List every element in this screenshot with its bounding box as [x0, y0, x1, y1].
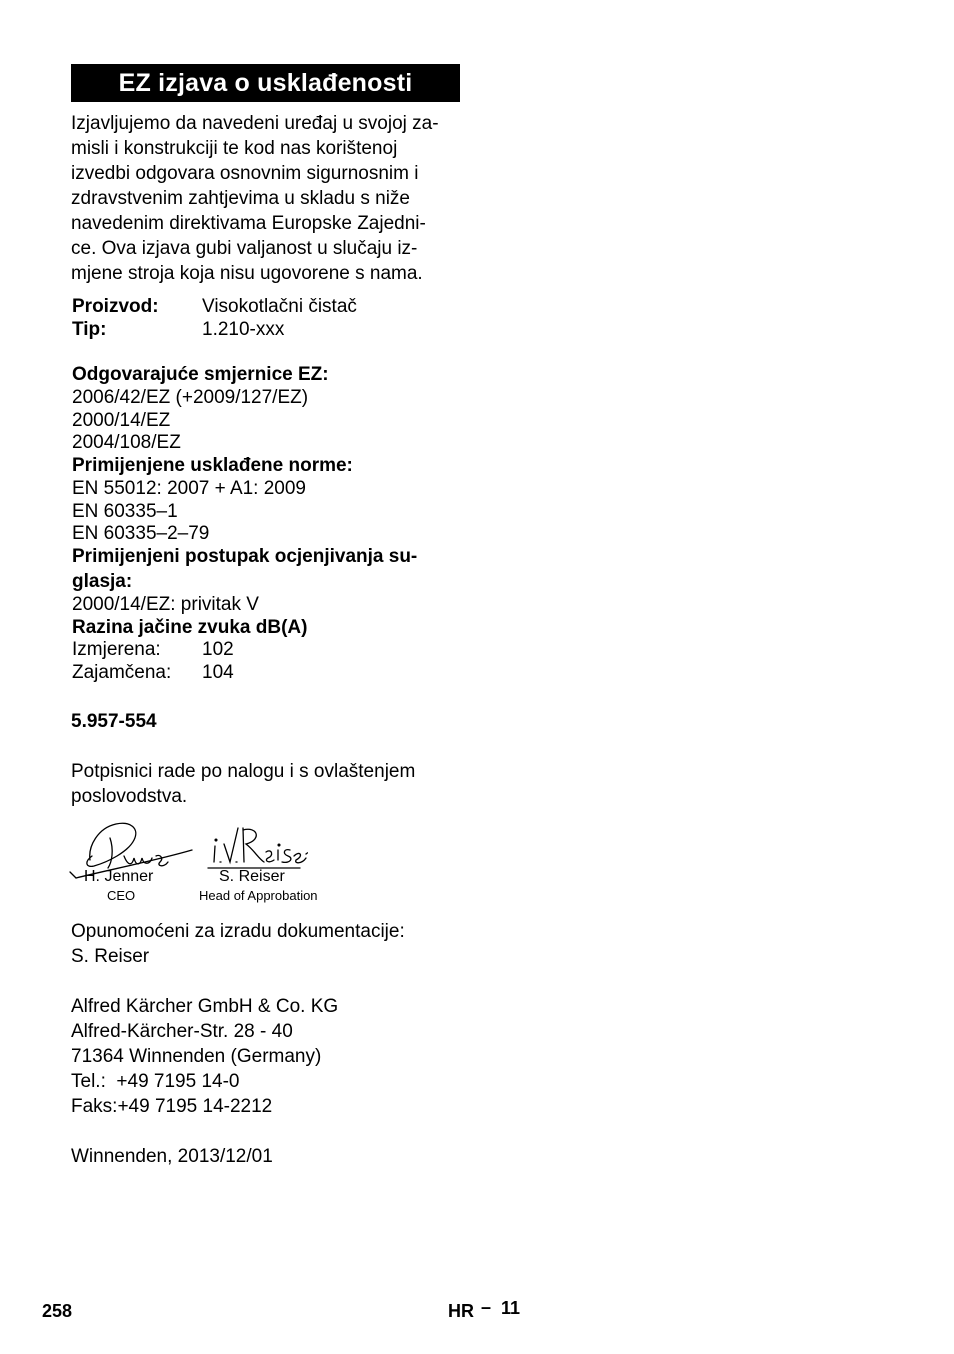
sound-guaranteed-row [72, 661, 452, 684]
directive-item: 2006/42/EZ (+2009/127/EZ) [72, 387, 309, 408]
page-title: EZ izjava o usklađenosti [71, 64, 460, 102]
place-date: Winnenden, 2013/12/01 [71, 1146, 273, 1167]
directive-item: 2000/14/EZ [72, 410, 171, 431]
signature-name-reiser: S. Reiser [219, 868, 285, 885]
sound-measured-value: 102 [202, 639, 234, 660]
type-row [72, 318, 452, 341]
footer-section-page: 11 [501, 1298, 521, 1318]
address-line: 71364 Winnenden (Germany) [71, 1046, 322, 1067]
norms-heading: Primijenjene usklađene norme: [72, 455, 353, 476]
signature-name-jenner: H. Jenner [84, 868, 154, 885]
signature-reiser [208, 828, 308, 868]
address-line: Alfred Kärcher GmbH & Co. KG [71, 996, 339, 1017]
norm-item: EN 60335–1 [72, 501, 178, 522]
intro-line: misli i konstrukciji te kod nas korištenoj [71, 138, 398, 159]
signature-role-reiser: Head of Approbation [199, 888, 318, 903]
signature-role-jenner: CEO [107, 888, 136, 903]
authorized-label: Opunomoćeni za izradu dokumentacije: [71, 921, 405, 942]
signatories-line: Potpisnici rade po nalogu i s ovlaštenjem [71, 761, 416, 782]
footer-language: HR [448, 1301, 474, 1321]
sound-measured-row [72, 638, 452, 661]
procedure-heading-cont: glasja: [72, 571, 133, 592]
footer-page-number: 258 [42, 1301, 73, 1321]
procedure-heading: Primijenjeni postupak ocjenjivanja su- [72, 546, 418, 567]
product-label: Proizvod: [72, 296, 159, 317]
intro-line: navedenim direktivama Europske Zajedni- [71, 213, 426, 234]
type-label: Tip: [72, 319, 107, 340]
address-line: Alfred-Kärcher-Str. 28 - 40 [71, 1021, 293, 1042]
address-phone: Tel.: +49 7195 14-0 [71, 1071, 240, 1092]
intro-line: Izjavljujemo da navedeni uređaj u svojoj za- [71, 113, 439, 134]
sound-heading: Razina jačine zvuka dB(A) [72, 617, 308, 638]
intro-line: izvedbi odgovara osnovnim sigurnosnim i [71, 163, 419, 184]
intro-line: ce. Ova izjava gubi valjanost u slučaju iz- [71, 238, 418, 259]
product-value: Visokotlačni čistač [202, 296, 357, 317]
type-value: 1.210-xxx [202, 319, 285, 340]
signatories-line: poslovodstva. [71, 786, 188, 807]
document-number: 5.957-554 [71, 711, 157, 732]
intro-line: mjene stroja koja nisu ugovorene s nama. [71, 263, 423, 284]
intro-paragraph [71, 111, 466, 286]
authorized-name: S. Reiser [71, 946, 150, 967]
directives-heading: Odgovarajuće smjernice EZ: [72, 364, 329, 385]
directive-item: 2004/108/EZ [72, 432, 181, 453]
product-row [72, 295, 452, 318]
norm-item: EN 55012: 2007 + A1: 2009 [72, 478, 307, 499]
procedure-value: 2000/14/EZ: privitak V [72, 594, 259, 615]
norm-item: EN 60335–2–79 [72, 523, 210, 544]
sound-guaranteed-label: Zajamčena: [72, 662, 172, 683]
footer-dash: – [481, 1297, 492, 1317]
sound-guaranteed-value: 104 [202, 662, 234, 683]
address-fax: Faks:+49 7195 14-2212 [71, 1096, 273, 1117]
intro-line: zdravstvenim zahtjevima u skladu s niže [71, 188, 410, 209]
sound-measured-label: Izmjerena: [72, 639, 161, 660]
